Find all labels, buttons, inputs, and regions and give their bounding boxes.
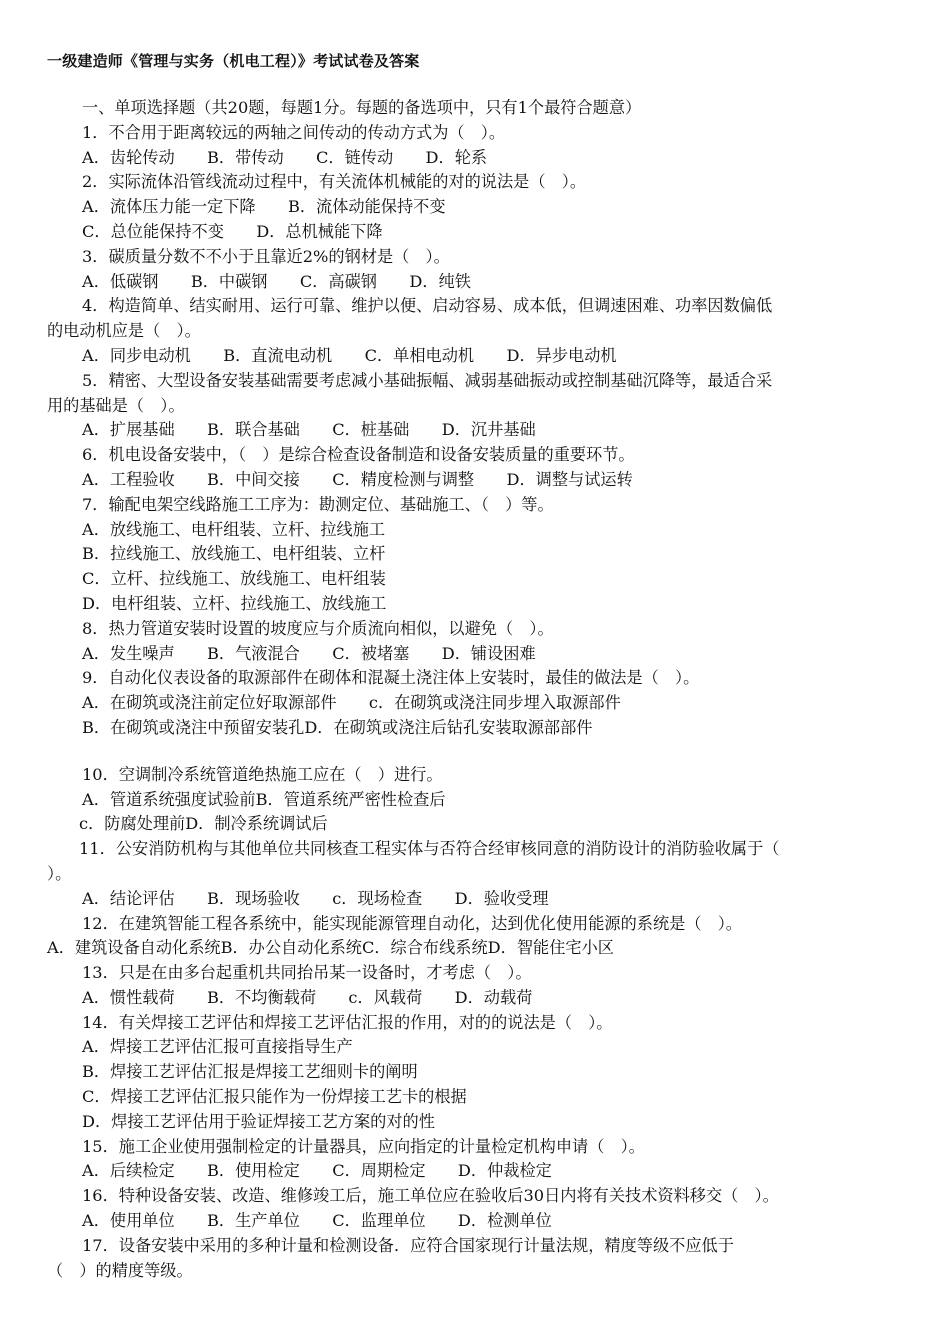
text-line: 一、单项选择题（共20题，每题1分。每题的备选项中，只有1个最符合题意） (82, 98, 642, 117)
text-line: B．焊接工艺评估汇报是焊接工艺细则卡的阐明 (82, 1062, 418, 1082)
text-line: A．惯性载荷 B．不均衡载荷 c．风载荷 D．动载荷 (82, 987, 533, 1007)
blank-gap (47, 741, 907, 763)
text-line: 4．构造简单、结实耐用、运行可靠、维护以便、启动容易、成本低，但调速困难、功率因数偏低 (82, 296, 773, 316)
text-line: 15．施工企业使用强制检定的计量器具，应向指定的计量检定机构申请（ ）。 (82, 1136, 645, 1156)
text-line: 10．空调制冷系统管道绝热施工应在（ ）进行。 (82, 764, 443, 784)
text-line: A．在砌筑或浇注前定位好取源部件 c．在砌筑或浇注同步埋入取源部件 (82, 693, 621, 713)
text-line: 7．输配电架空线路施工工序为：勘测定位、基础施工、（ ）等。 (82, 494, 554, 514)
text-line: A．低碳钢 B．中碳钢 C．高碳钢 D．纯铁 (82, 271, 471, 291)
text-line: 16．特种设备安装、改造、维修竣工后，施工单位应在验收后30日内将有关技术资料移交（ ）。 (82, 1186, 779, 1206)
text-line: A．结论评估 B．现场验收 c．现场检查 D．验收受理 (82, 888, 549, 908)
text-line: 3．碳质量分数不不小于且靠近2%的钢材是（ ）。 (82, 246, 450, 266)
text-line: B．拉线施工、放线施工、电杆组装、立杆 (82, 544, 386, 564)
text-line: 13．只是在由多台起重机共同抬吊某一设备时，才考虑（ ）。 (82, 963, 532, 983)
text-line: A．流体压力能一定下降 B．流体动能保持不变 (82, 197, 446, 217)
text-line: A．放线施工、电杆组装、立杆、拉线施工 (82, 519, 386, 539)
text-line: 8．热力管道安装时设置的坡度应与介质流向相似，以避免（ ）。 (82, 618, 554, 638)
text-line: A．后续检定 B．使用检定 C．周期检定 D．仲裁检定 (82, 1161, 552, 1181)
text-line: D．焊接工艺评估用于验证焊接工艺方案的对的性 (82, 1111, 435, 1131)
text-line: A．焊接工艺评估汇报可直接指导生产 (82, 1037, 353, 1057)
text-line: c．防腐处理前D．制冷系统调试后 (79, 814, 328, 834)
text-line: A．管道系统强度试验前B．管道系统严密性检查后 (82, 789, 446, 809)
text-line: C．焊接工艺评估汇报只能作为一份焊接工艺卡的根据 (82, 1087, 467, 1107)
text-line: B．在砌筑或浇注中预留安装孔D．在砌筑或浇注后钻孔安装取源部部件 (82, 717, 593, 737)
text-line: 17．设备安装中采用的多种计量和检测设备．应符合国家现行计量法规，精度等级不应低于 (82, 1235, 734, 1255)
text-line: A．发生噪声 B．气液混合 C．被堵塞 D．铺设困难 (82, 643, 536, 663)
text-line: 的电动机应是（ ）。 (47, 321, 201, 341)
text-line: 14．有关焊接工艺评估和焊接工艺评估汇报的作用，对的的说法是（ ）。 (82, 1012, 613, 1032)
text-line: 用的基础是（ ）。 (47, 395, 185, 415)
text-line: A．使用单位 B．生产单位 C．监理单位 D．检测单位 (82, 1211, 552, 1231)
text-line: A．同步电动机 B．直流电动机 C．单相电动机 D．异步电动机 (82, 345, 617, 365)
text-line: C．总位能保持不变 D．总机械能下降 (82, 221, 383, 241)
text-line: 1．不合用于距离较远的两轴之间传动的传动方式为（ ）。 (82, 122, 506, 142)
text-line: ）。 (47, 863, 72, 883)
text-line: A．工程验收 B．中间交接 C．精度检测与调整 D．调整与试运转 (82, 469, 633, 489)
text-line: 11．公安消防机构与其他单位共同核查工程实体与否符合经审核同意的消防设计的消防验收属于（ (79, 839, 780, 859)
text-line: D．电杆组装、立杆、拉线施工、放线施工 (82, 593, 387, 613)
text-line: C．立杆、拉线施工、放线施工、电杆组装 (82, 569, 386, 589)
text-line: 6．机电设备安装中，（ ）是综合检查设备制造和设备安装质量的重要环节。 (82, 445, 635, 465)
text-line: （ ）的精度等级。 (47, 1260, 193, 1280)
text-line: 5．精密、大型设备安装基础需要考虑减小基础振幅、减弱基础振动或控制基础沉降等，最适合采 (82, 370, 773, 390)
text-line: A．建筑设备自动化系统B．办公自动化系统C．综合布线系统D．智能住宅小区 (47, 938, 614, 958)
question-list (47, 96, 907, 1283)
document-title: 一级建造师《管理与实务（机电工程）》考试试卷及答案 (47, 52, 420, 70)
text-line: 9．自动化仪表设备的取源部件在砌体和混凝土浇注体上安装时，最佳的做法是（ ）。 (82, 668, 700, 688)
text-line: A．扩展基础 B．联合基础 C．桩基础 D．沉井基础 (82, 420, 536, 440)
text-line: A．齿轮传动 B．带传动 C．链传动 D．轮系 (82, 147, 488, 167)
text-line: 12．在建筑智能工程各系统中，能实现能源管理自动化，达到优化使用能源的系统是（ ）。 (82, 913, 742, 933)
text-line: 2．实际流体沿管线流动过程中，有关流体机械能的对的说法是（ ）。 (82, 172, 587, 192)
